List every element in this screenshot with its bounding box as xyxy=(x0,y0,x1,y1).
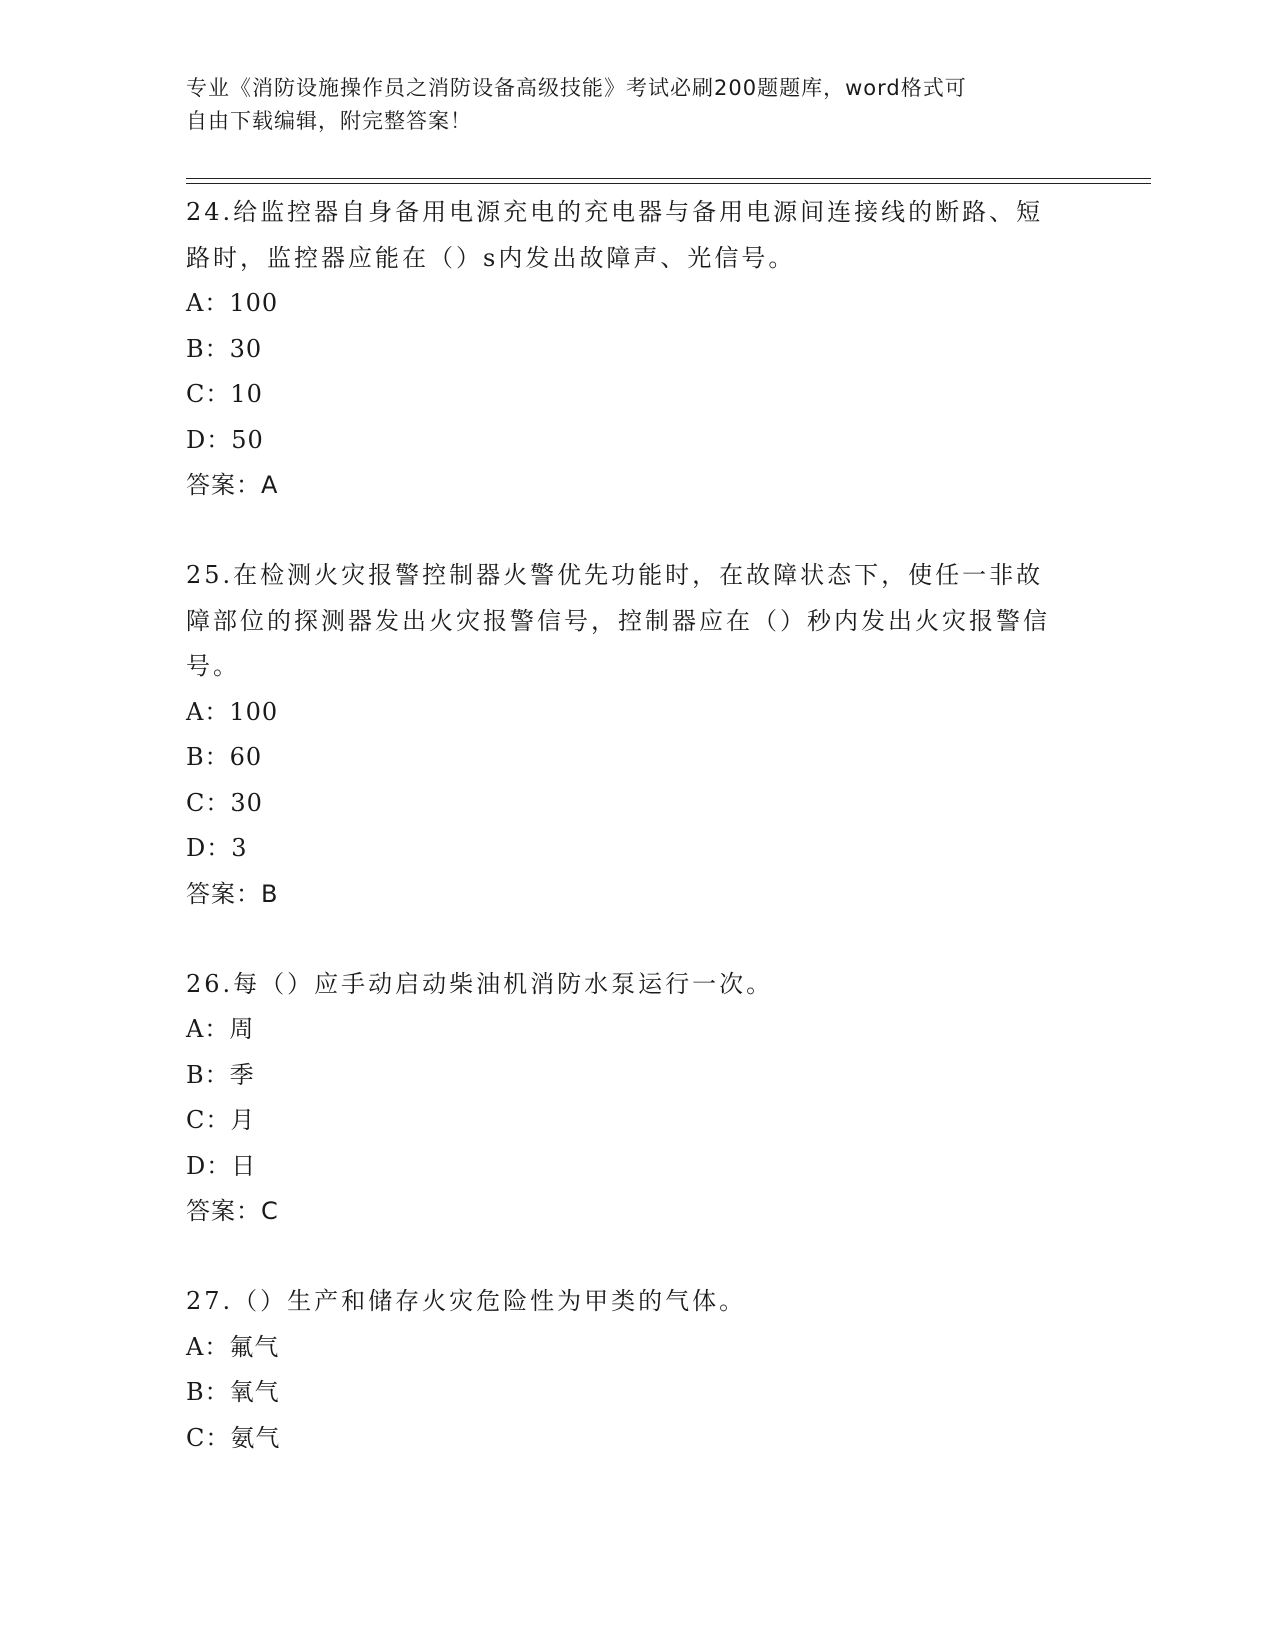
header-divider-top xyxy=(186,178,1151,179)
option-text: 氟气 xyxy=(229,1332,280,1361)
option-text: 30 xyxy=(229,334,263,363)
header-title-line-2: 自由下载编辑，附完整答案！ xyxy=(186,109,472,133)
option-letter: B： xyxy=(186,1378,230,1406)
option-letter: A： xyxy=(186,697,230,726)
option-b xyxy=(186,1370,1066,1416)
option-letter: B： xyxy=(186,743,230,771)
option-letter: B： xyxy=(186,1060,230,1089)
option-text: 日 xyxy=(231,1151,257,1180)
option-letter: B： xyxy=(186,334,230,363)
document-header xyxy=(186,72,1066,138)
option-d xyxy=(186,826,1066,872)
question-26 xyxy=(186,962,1066,1234)
option-text: 氧气 xyxy=(229,1378,280,1406)
question-list xyxy=(186,190,1066,1507)
option-d xyxy=(186,418,1066,464)
option-a xyxy=(186,281,1066,327)
option-text: 3 xyxy=(231,834,248,862)
option-text: 10 xyxy=(230,380,263,408)
option-letter: C： xyxy=(186,380,231,408)
option-text: 月 xyxy=(230,1106,256,1134)
answer-line: 答案：C xyxy=(186,1197,279,1225)
question-stem: 27.（）生产和储存火灾危险性为甲类的气体。 xyxy=(186,1287,747,1315)
option-letter: D： xyxy=(186,1151,232,1180)
option-letter: D： xyxy=(186,425,232,454)
option-c xyxy=(186,1098,1066,1144)
option-c xyxy=(186,372,1066,418)
option-b xyxy=(186,327,1066,373)
question-25 xyxy=(186,553,1066,916)
option-text: 60 xyxy=(229,743,263,771)
option-b xyxy=(186,1053,1066,1099)
question-stem: 26.每（）应手动启动柴油机消防水泵运行一次。 xyxy=(186,969,774,998)
question-27 xyxy=(186,1279,1066,1461)
question-stem: 24.给监控器自身备用电源充电的充电器与备用电源间连接线的断路、短路时，监控器应能在（）s内发出故障声、光信号。 xyxy=(186,198,1044,272)
option-a xyxy=(186,1007,1066,1053)
option-text: 50 xyxy=(231,425,264,454)
option-letter: D： xyxy=(186,834,232,862)
option-text: 季 xyxy=(229,1060,255,1089)
option-letter: C： xyxy=(186,788,231,817)
question-24 xyxy=(186,190,1066,507)
option-a xyxy=(186,690,1066,736)
question-stem: 25.在检测火灾报警控制器火警优先功能时，在故障状态下，使任一非故障部位的探测器发出火灾报警信号，控制器应在（）秒内发出火灾报警信号。 xyxy=(186,561,1050,680)
option-d xyxy=(186,1144,1066,1190)
option-text: 氨气 xyxy=(230,1423,281,1452)
option-letter: A： xyxy=(186,1332,230,1361)
option-letter: C： xyxy=(186,1423,231,1452)
option-c xyxy=(186,781,1066,827)
answer-line: 答案：B xyxy=(186,879,279,908)
header-divider-bottom xyxy=(186,183,1151,184)
option-text: 100 xyxy=(229,697,279,726)
option-text: 30 xyxy=(230,788,263,817)
header-title-line-1: 专业《消防设施操作员之消防设备高级技能》考试必刷200题题库，word格式可 xyxy=(186,76,967,100)
option-text: 周 xyxy=(229,1015,255,1043)
option-c xyxy=(186,1416,1066,1462)
option-letter: A： xyxy=(186,289,230,317)
option-letter: A： xyxy=(186,1015,230,1043)
option-b xyxy=(186,735,1066,781)
option-letter: C： xyxy=(186,1106,231,1134)
answer-line: 答案：A xyxy=(186,471,279,499)
option-a xyxy=(186,1325,1066,1371)
option-text: 100 xyxy=(229,289,279,317)
